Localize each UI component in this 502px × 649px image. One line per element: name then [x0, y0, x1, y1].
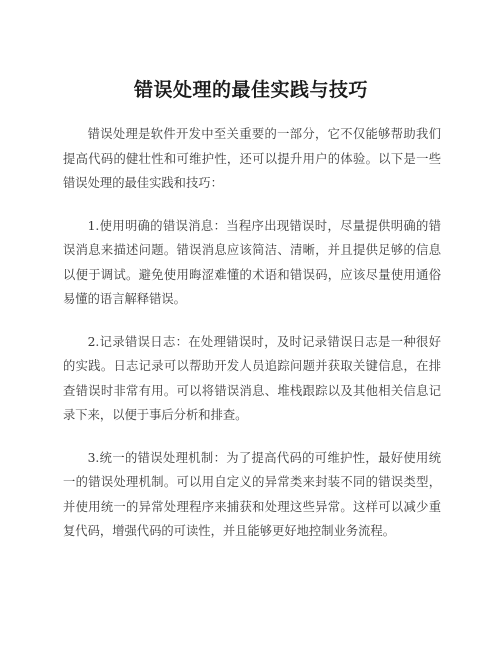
paragraph-intro: 错误处理是软件开发中至关重要的一部分，它不仅能够帮助我们提高代码的健壮性和可维护性，还可以提升用户的体验。以下是一些错误处理的最佳实践和技巧：: [63, 127, 441, 190]
paragraph-clear-error-messages: 1.使用明确的错误消息：当程序出现错误时，尽量提供明确的错误消息来描述问题。错误消息应该简洁、清晰，并且提供足够的信息以便于调试。避免使用晦涩难懂的术语和错误码，应该尽量使用通俗易懂的语言解释错误。: [63, 218, 441, 306]
paragraph-error-logging: 2.记录错误日志：在处理错误时，及时记录错误日志是一种很好的实践。日志记录可以帮助开发人员追踪问题并获取关键信息，在排查错误时非常有用。可以将错误消息、堆栈跟踪以及其他相关信息记录下来，以便于事后分析和排查。: [63, 334, 441, 422]
document-title: 错误处理的最佳实践与技巧: [133, 79, 368, 101]
document-body: [63, 122, 441, 562]
paragraph-unified-error-handling: 3.统一的错误处理机制：为了提高代码的可维护性，最好使用统一的错误处理机制。可以用自定义的异常类来封装不同的错误类型，并使用统一的异常处理程序来捕获和处理这些异常。这样可以减少重复代码，增强代码的可读性，并且能够更好地控制业务流程。: [63, 450, 441, 538]
